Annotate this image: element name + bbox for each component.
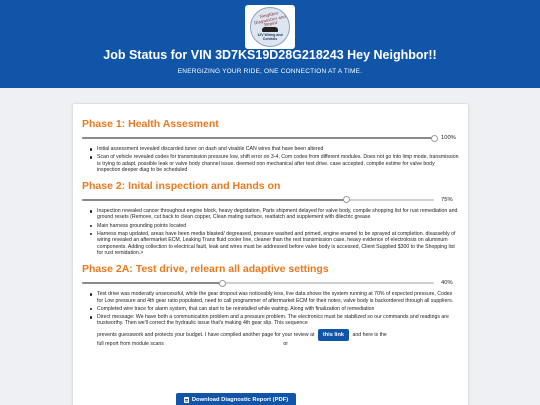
continuation-text: and here is the <box>352 331 387 338</box>
phase-progress <box>82 134 459 142</box>
progress-handle <box>219 280 226 287</box>
message-continuation <box>82 329 459 342</box>
list-item: Harness map updated, areas have been media blasted/ degreased, pressure washed and primed, engine enamel to be sprayed at completion. disassebly of wiring revealed an aftermarket ECM, Leaking Trans fluid cooler line, cleaner than the rest transmission case, heavy evidence of electrolosis on aluminum components. Adding collection to electrical fault, leak and wires must be addressed before valve body is accessed, Client Supplied $300 to the Shopping list for rust remidation.> <box>89 231 459 257</box>
job-status-card <box>72 103 469 405</box>
download-button-label: Download Diagnostic Report (PDF) <box>191 396 289 403</box>
progress-handle <box>431 135 438 142</box>
phase-section <box>82 263 459 348</box>
list-item: Direct message: We have both a communication problem and a pressure problem. The electronics must be stabilized so our commands and readings are trustworthy. Then we'll correct the hydraulic issue that's making 4th gear slip. This sequence <box>89 314 459 327</box>
logo-badge <box>250 7 290 47</box>
list-item: Initial assessment revealed discarded tuner on dash and visable CAN wires that have been altered <box>89 146 459 153</box>
phase-title: Phase 1: Health Assesment <box>82 118 219 130</box>
continuation-text: or <box>283 341 288 348</box>
phase-title: Phase 2A: Test drive, relearn all adaptive settings <box>82 263 329 276</box>
continuation-text: full report from module scans <box>97 341 164 348</box>
page-title: Job Status for VIN 3D7KS19D28G218243 Hey Neighbor!! <box>103 48 437 62</box>
continuation-text: prevents guesswork and protects your budget. I have compiled another page for your review at <box>97 331 315 338</box>
progress-track <box>82 282 434 284</box>
logo-text-top: Neighbor Diagnostics and Repair <box>253 9 287 28</box>
progress-fill <box>82 199 346 201</box>
page-tagline: ENERGIZING YOUR RIDE, ONE CONNECTION AT A TIME. <box>177 68 363 75</box>
phase-notes <box>82 208 459 257</box>
phase-section <box>82 180 459 257</box>
phase-title: Phase 2: Inital inspection and Hands on <box>82 179 281 192</box>
list-item: Scan of vehicle revealed codes for transmission pressure low, shift error on 3-4, Com codes from different modules. Does not go into limp mode, transmission is trying to adapt, possible leak or valve body channel issue. deemed non mechanical after test drive. case accepted, compile estime for valve body inspection deeper diag to be scheduled <box>89 154 459 174</box>
phase-notes <box>82 146 459 174</box>
download-report-button[interactable] <box>176 393 296 405</box>
progress-label: 100% <box>441 135 456 141</box>
progress-handle <box>343 196 350 203</box>
review-page-link[interactable]: this link <box>318 329 349 342</box>
progress-fill <box>82 282 223 284</box>
list-item: Main harness grounding points located <box>89 223 459 230</box>
phase-notes <box>82 291 459 327</box>
list-item: Inspection revealed cancer throughout engine block, heavy degridation, Parts shipment delayed for valve body, compile shopping list for rust remediation and ground resets (Remove, cut back to clean copper, Clean mating surface, reattatch and supplement with dilectric grease <box>89 208 459 221</box>
phase-progress <box>82 196 459 204</box>
phase-progress <box>82 279 459 287</box>
progress-track <box>82 199 434 201</box>
page-header <box>0 0 540 88</box>
document-icon <box>184 397 189 403</box>
phase-section <box>82 118 459 174</box>
progress-label: 40% <box>441 280 453 287</box>
list-item: Test drive was moderatly unsecessful, while the gear dropout was noticeably less, live data shows the system running at 70% of expected pressure, Codes for Low pressure and 4th gear ratio populated, need to call programmer of aftermarket ECM for their notes, valve body is backordered through all suppliers. <box>89 291 459 304</box>
progress-track <box>82 137 434 139</box>
progress-fill <box>82 137 434 139</box>
list-item: Completed wire trace for alarm system, that can start to be reinstalled while waiting. Along with finalization of remediation <box>89 306 459 313</box>
message-continuation <box>82 341 459 348</box>
logo-text-bottom: 12V Wiring and Controls <box>257 33 283 42</box>
car-icon <box>262 27 278 32</box>
progress-label: 75% <box>441 196 453 203</box>
company-logo <box>245 5 295 49</box>
